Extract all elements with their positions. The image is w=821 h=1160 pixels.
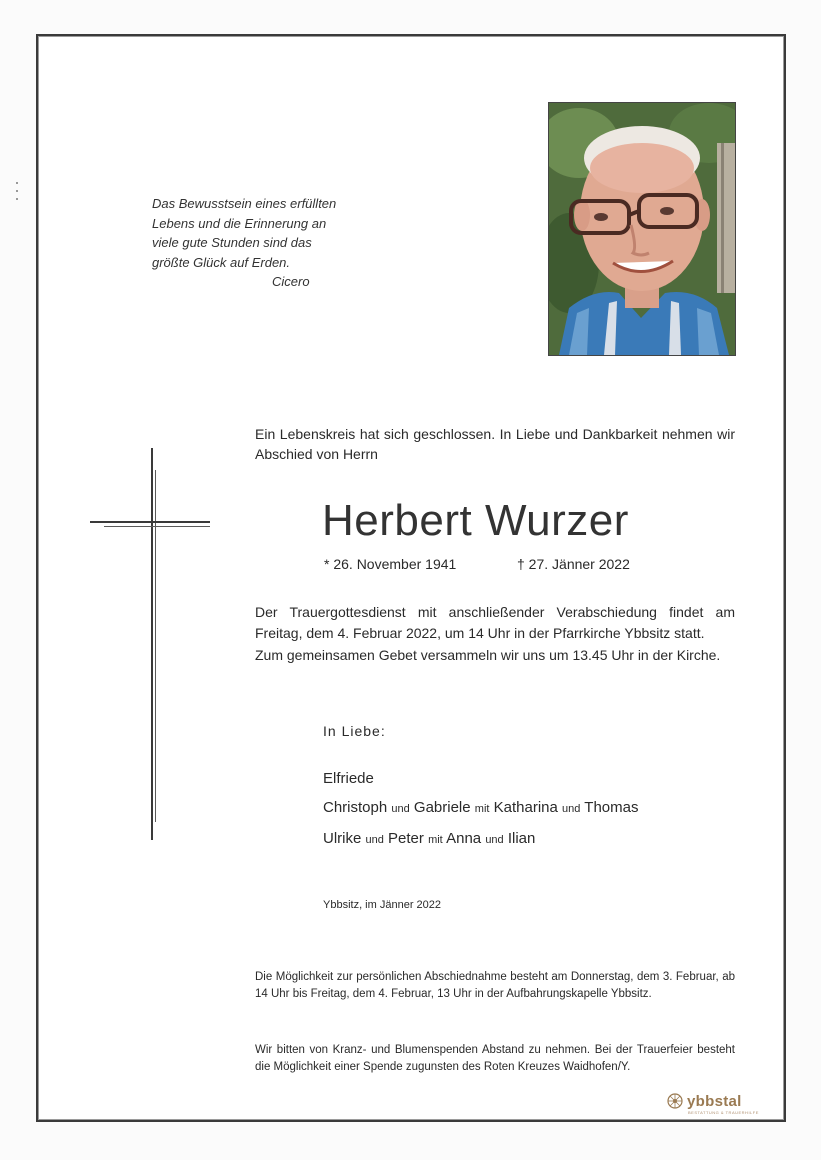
place-and-date: Ybbsitz, im Jänner 2022 (323, 899, 442, 911)
mourner-name: Elfriede (323, 770, 374, 787)
mourners-list (323, 764, 638, 855)
mourner-name: Christoph (323, 799, 388, 816)
cross-horizontal-thin (104, 526, 210, 527)
connector-word: und (562, 803, 581, 815)
viewing-notice: Die Möglichkeit zur persönlichen Abschiednahme besteht am Donnerstag, dem 3. Februar, ab 14 Uhr bis Freitag, dem 4. Februar, 13 Uhr in der Aufbahrungskapelle Ybbsitz. (255, 971, 735, 1000)
scan-edge-marks (16, 182, 18, 212)
logo-subtitle: BESTATTUNG & TRAUERHILFE (688, 1110, 759, 1115)
death-date: † 27. Jänner 2022 (517, 556, 630, 572)
quote-line: größte Glück auf Erden. (152, 254, 291, 270)
mourner-name: Anna (446, 830, 482, 847)
birth-date: * 26. November 1941 (324, 556, 457, 572)
quote (152, 194, 392, 292)
mourner-name: Ilian (507, 830, 536, 847)
mourners-heading: In Liebe: (323, 723, 386, 739)
service-paragraph: Der Trauergottesdienst mit anschließender Verabschiedung findet am Freitag, dem 4. Februar 2022, um 14 Uhr in der Pfarrkirche Ybbsitz statt. (255, 604, 735, 641)
logo-name: ybbstal (687, 1092, 742, 1110)
connector-word: und (365, 834, 384, 846)
mourner-name: Gabriele (413, 799, 471, 816)
connector-word: mit (474, 803, 490, 815)
connector-word: mit (428, 834, 443, 846)
mourner-name: Katharina (493, 799, 558, 816)
deceased-name: Herbert Wurzer (322, 496, 629, 545)
quote-line: Das Bewusstsein eines erfüllten (152, 196, 337, 211)
mourner-line (323, 824, 638, 855)
connector-word: und (391, 803, 410, 815)
connector-word: und (485, 834, 504, 846)
cross-horizontal (90, 521, 210, 523)
mourner-name: Thomas (584, 799, 639, 816)
donation-notice: Wir bitten von Kranz- und Blumenspenden Abstand zu nehmen. Bei der Trauerfeier besteht die Möglichkeit einer Spende zugunsten des Roten Kreuzes Waidhofen/Y. (255, 1044, 735, 1073)
prayer-paragraph: Zum gemeinsamen Gebet versammeln wir uns um 13.45 Uhr in der Kirche. (255, 647, 721, 663)
intro-text: Ein Lebenskreis hat sich geschlossen. In Liebe und Dankbarkeit nehmen wir Abschied von Herrn (255, 426, 735, 462)
quote-author: Cicero (272, 274, 310, 289)
portrait-photo (548, 102, 736, 356)
portrait-illustration (549, 103, 735, 355)
mourner-name: Ulrike (323, 830, 362, 847)
cross-vertical (151, 448, 153, 840)
quote-line: viele gute Stunden sind das (152, 235, 312, 250)
mourner-name: Peter (388, 830, 424, 847)
mourner-line (323, 793, 638, 824)
mourner-line (323, 764, 638, 793)
quote-line: Lebens und die Erinnerung an (152, 215, 327, 231)
dandelion-icon (666, 1092, 684, 1110)
funeral-home-logo (666, 1092, 759, 1115)
